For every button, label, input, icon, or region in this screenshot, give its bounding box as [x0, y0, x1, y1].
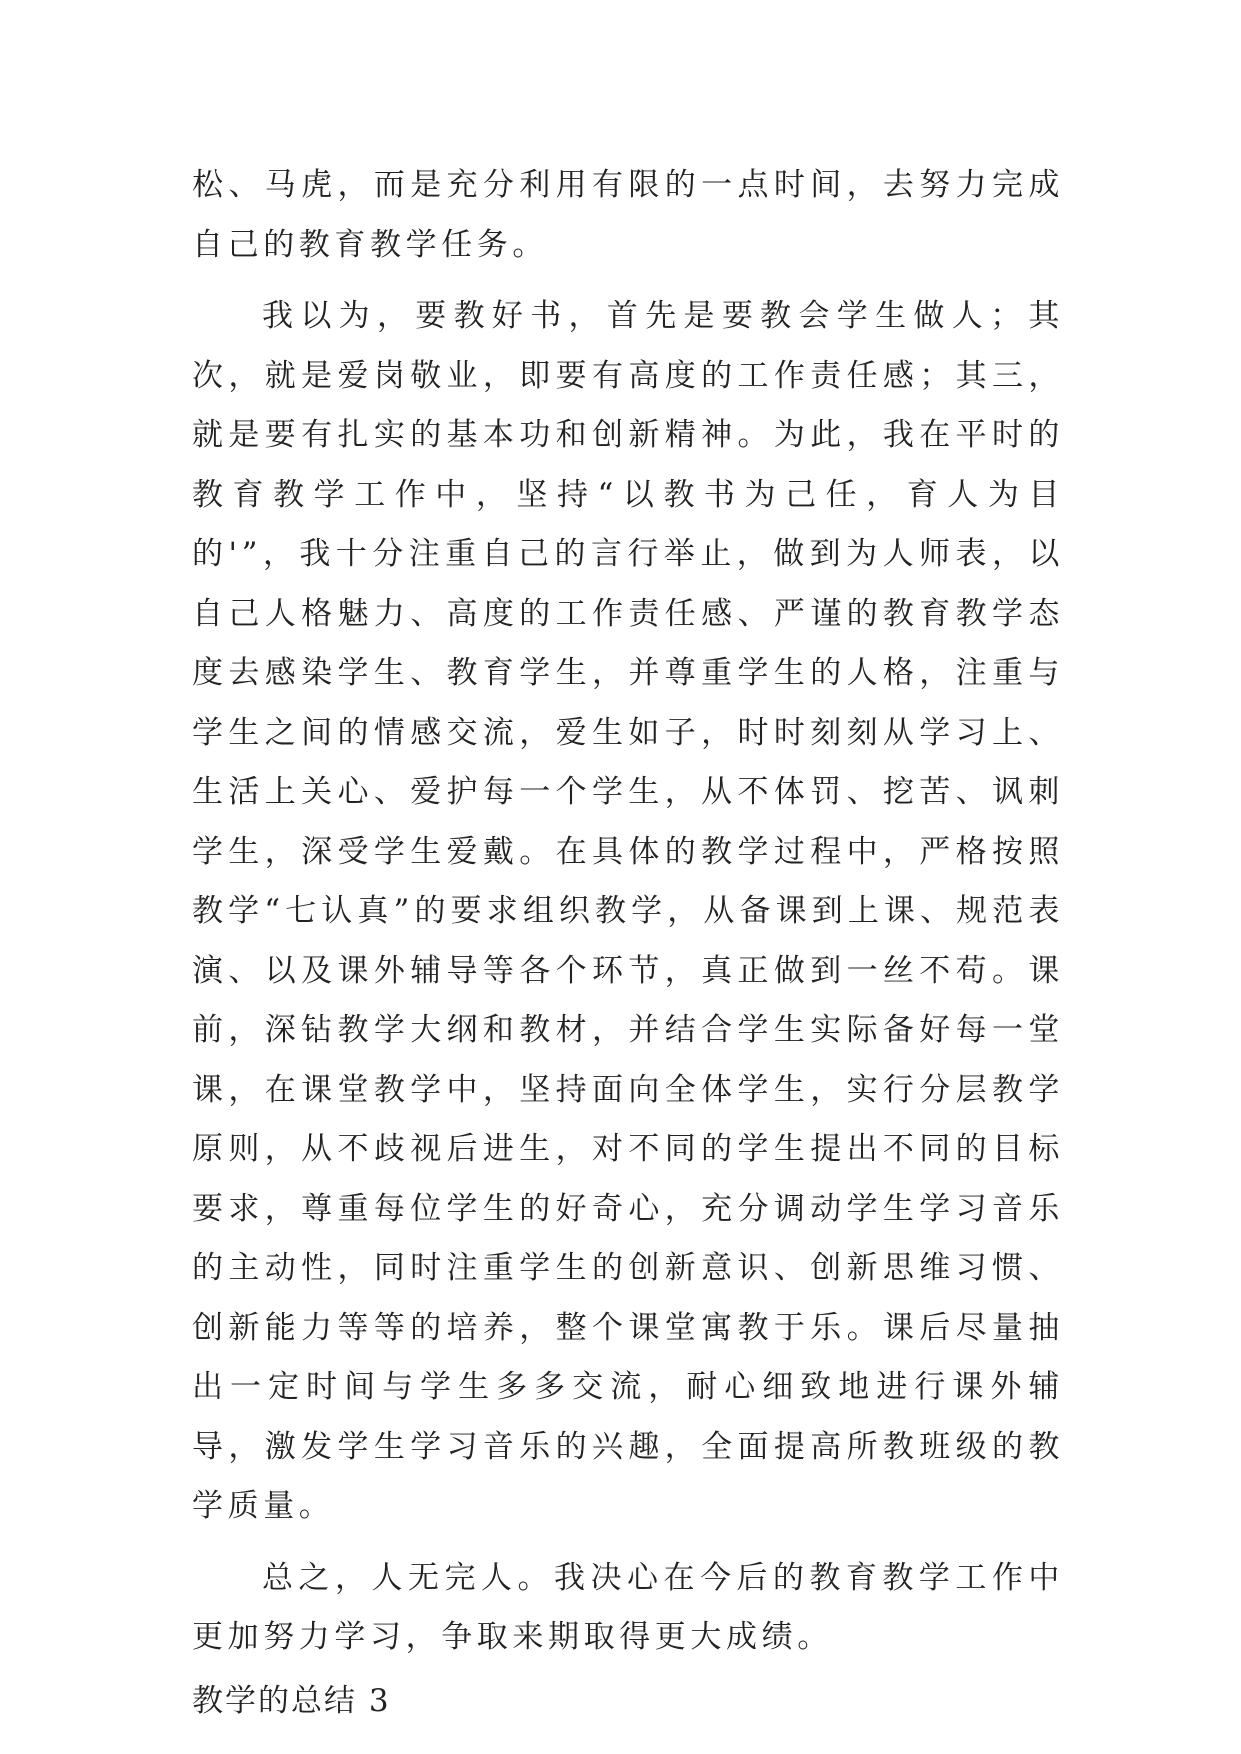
paragraph-2: 我以为，要教好书，首先是要教会学生做人；其次，就是爱岗敬业，即要有高度的工作责任感；其三，就是要有扎实的基本功和创新精神。为此，我在平时的教育教学工作中，坚持“以教书为己任，育人为目的'”，我十分注重自己的言行举止，做到为人师表，以自己人格魅力、高度的工作责任感、严谨的教育教学态度去感染学生、教育学生，并尊重学生的人格，注重与学生之间的情感交流，爱生如子，时时刻刻从学习上、生活上关心、爱护每一个学生，从不体罚、挖苦、讽刺学生，深受学生爱戴。在具体的教学过程中，严格按照教学“七认真”的要求组织教学，从备课到上课、规范表演、以及课外辅导等各个环节，真正做到一丝不苟。课前，深钻教学大纲和教材，并结合学生实际备好每一堂课，在课堂教学中，坚持面向全体学生，实行分层教学原则，从不歧视后进生，对不同的学生提出不同的目标要求，尊重每位学生的好奇心，充分调动学生学习音乐的主动性，同时注重学生的创新意识、创新思维习惯、创新能力等等的培养，整个课堂寓教于乐。课后尽量抽出一定时间与学生多多交流，耐心细致地进行课外辅导，激发学生学习音乐的兴趣，全面提高所教班级的教学质量。	[192, 298, 1064, 1524]
paragraph-1: 松、马虎，而是充分利用有限的一点时间，去努力完成自己的教育教学任务。	[192, 167, 1064, 263]
document-body	[192, 156, 1064, 1731]
paragraph-3: 总之，人无完人。我决心在今后的教育教学工作中更加努力学习，争取来期取得更大成绩。	[192, 1559, 1064, 1655]
section-heading: 教学的总结 3	[192, 1682, 391, 1719]
